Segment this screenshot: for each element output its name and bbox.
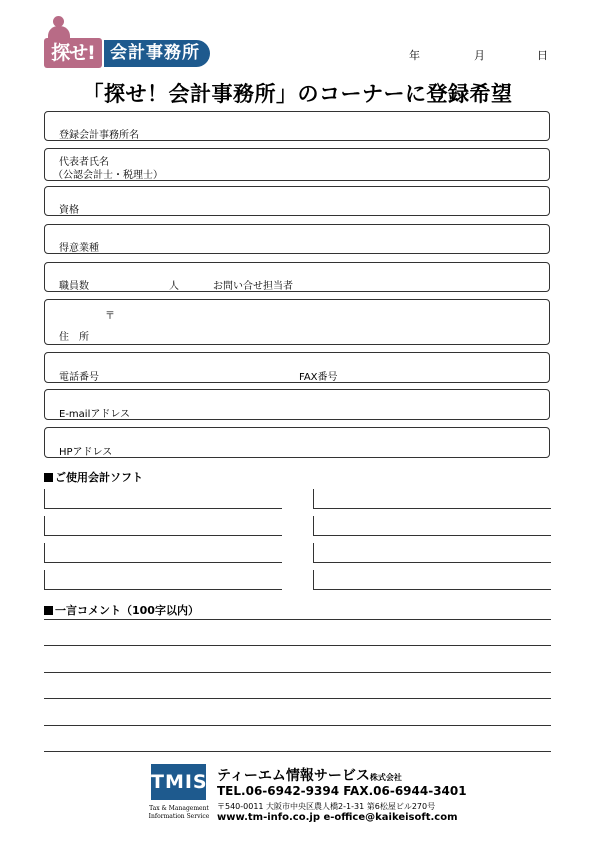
office-name-field[interactable] — [44, 111, 550, 141]
square-bullet-icon — [44, 473, 53, 482]
date-year-label: 年 — [409, 49, 420, 62]
comment-line[interactable] — [44, 672, 551, 673]
software-entry[interactable] — [313, 543, 551, 563]
web-email: www.tm-info.co.jp e-office@kaikeisoft.com — [217, 812, 458, 823]
postal-mark: 〒 — [105, 311, 115, 322]
person-icon — [48, 16, 68, 38]
company-name-text: ティーエム情報サービス — [217, 768, 370, 784]
hp-label: HPアドレス — [59, 447, 113, 458]
email-field[interactable] — [44, 389, 550, 420]
square-bullet-icon — [44, 606, 53, 615]
email-label: E-mailアドレス — [59, 409, 131, 420]
rep-name-sublabel: （公認会計士・税理士） — [53, 170, 163, 181]
company-suffix: 株式会社 — [369, 773, 402, 782]
company-address: 〒540-0011 大阪市中央区農人橋2-1-31 第6松屋ビル270号 — [217, 802, 436, 811]
phone-label: 電話番号 — [59, 372, 99, 383]
comment-line[interactable] — [44, 725, 551, 726]
rep-name-label: 代表者氏名 — [59, 157, 109, 168]
person-unit-label: 人 — [169, 281, 179, 292]
tel-fax: TEL.06-6942-9394 FAX.06-6944-3401 — [217, 784, 467, 798]
specialty-label: 得意業種 — [59, 243, 99, 254]
specialty-field[interactable] — [44, 224, 550, 254]
qualification-field[interactable] — [44, 186, 550, 216]
comment-heading-text: 一言コメント（100字以内） — [55, 604, 199, 617]
rep-name-field[interactable] — [44, 148, 550, 181]
tmis-logo: TMIS — [151, 764, 206, 800]
address-field[interactable] — [44, 299, 550, 345]
comment-line[interactable] — [44, 619, 551, 620]
company-name — [217, 765, 402, 785]
comment-line[interactable] — [44, 698, 551, 699]
software-entry[interactable] — [44, 543, 282, 563]
logo-text: 会計事務所 — [104, 40, 210, 67]
software-heading — [44, 469, 143, 485]
software-entry[interactable] — [44, 570, 282, 590]
software-entry[interactable] — [44, 489, 282, 509]
comment-heading — [44, 602, 199, 618]
software-heading-text: ご使用会計ソフト — [55, 471, 143, 484]
hp-field[interactable] — [44, 427, 550, 458]
comment-line[interactable] — [44, 751, 551, 752]
page-title: 「探せ！会計事務所」のコーナーに登録希望 — [82, 82, 513, 106]
office-name-label: 登録会計事務所名 — [59, 130, 139, 141]
software-entry[interactable] — [313, 570, 551, 590]
software-entry[interactable] — [313, 516, 551, 536]
brand-logo — [44, 16, 254, 72]
staff-field[interactable] — [44, 262, 550, 292]
tmis-logo-subtitle: Tax & Management Information Service — [148, 805, 210, 820]
qualification-label: 資格 — [59, 205, 79, 216]
comment-line[interactable] — [44, 645, 551, 646]
address-label: 住 所 — [59, 332, 89, 343]
date-month-label: 月 — [474, 49, 485, 62]
software-entry[interactable] — [44, 516, 282, 536]
phone-fax-field[interactable] — [44, 352, 550, 383]
staff-count-label: 職員数 — [59, 281, 89, 292]
date-day-label: 日 — [537, 49, 548, 62]
fax-label: FAX番号 — [299, 372, 338, 383]
software-entry[interactable] — [313, 489, 551, 509]
contact-person-label: お問い合せ担当者 — [213, 281, 293, 292]
logo-badge: 探せ! — [44, 38, 102, 68]
